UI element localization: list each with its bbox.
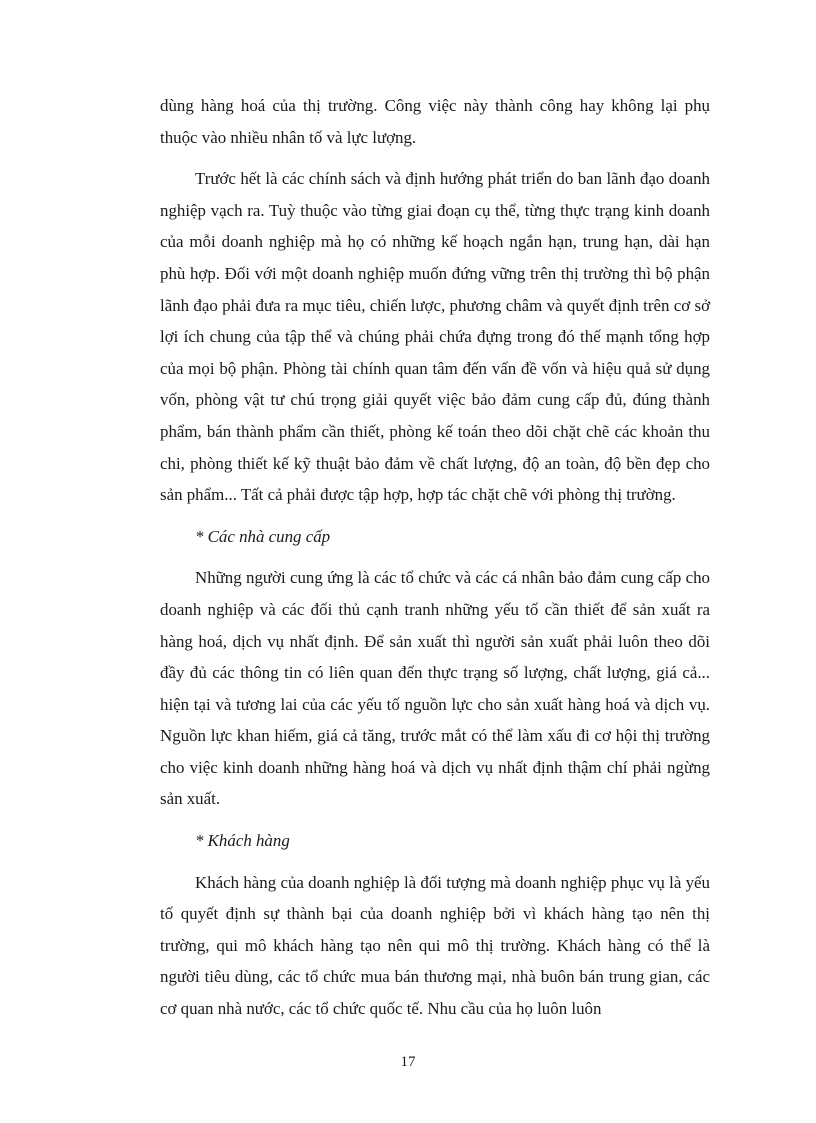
paragraph-leadership-policies: Trước hết là các chính sách và định hướng phát triển do ban lãnh đạo doanh nghiệp vạch ra. Tuỳ thuộc vào từng giai đoạn cụ thể, từng thực trạng kinh doanh của mỗi doanh nghiệp mà họ có những kế hoạch ngắn hạn, trung hạn, dài hạn phù hợp. Đối với một doanh nghiệp muốn đứng vững trên thị trường thì bộ phận lãnh đạo phải đưa ra mục tiêu, chiến lược, phương châm và quyết định trên cơ sở lợi ích chung của tập thể và chúng phải chứa đựng trong đó thế mạnh tổng hợp của mọi bộ phận. Phòng tài chính quan tâm đến vấn đề vốn và hiệu quả sử dụng vốn, phòng vật tư chú trọng giải quyết việc bảo đảm cung cấp đủ, đúng thành phẩm, bán thành phẩm cần thiết, phòng kế toán theo dõi chặt chẽ các khoản thu chi, phòng thiết kế kỹ thuật bảo đảm về chất lượng, độ an toàn, độ bền đẹp cho sản phẩm... Tất cả phải được tập hợp, hợp tác chặt chẽ với phòng thị trường. bbox=[160, 169, 710, 505]
paragraph-suppliers: Những người cung ứng là các tổ chức và các cá nhân bảo đảm cung cấp cho doanh nghiệp và các đối thủ cạnh tranh những yếu tố cần thiết để sản xuất ra hàng hoá, dịch vụ nhất định. Để sản xuất thì người sản xuất phải luôn theo dõi đầy đủ các thông tin có liên quan đến thực trạng số lượng, chất lượng, giá cả... hiện tại và tương lai của các yếu tố nguồn lực cho sản xuất hàng hoá và dịch vụ. Nguồn lực khan hiếm, giá cả tăng, trước mắt có thể làm xấu đi cơ hội thị trường cho việc kinh doanh những hàng hoá và dịch vụ nhất định thậm chí phải ngừng sản xuất. bbox=[160, 568, 710, 809]
paragraph-customers: Khách hàng của doanh nghiệp là đối tượng mà doanh nghiệp phục vụ là yếu tố quyết định sự thành bại của doanh nghiệp bởi vì khách hàng tạo nên thị trường, qui mô khách hàng tạo nên qui mô thị trường. Khách hàng có thể là người tiêu dùng, các tổ chức mua bán thương mại, nhà buôn bán trung gian, các cơ quan nhà nước, các tổ chức quốc tế. Nhu cầu của họ luôn luôn bbox=[160, 872, 710, 1019]
heading-suppliers: * Các nhà cung cấp bbox=[195, 526, 331, 546]
paragraph-continuation: dùng hàng hoá của thị trường. Công việc này thành công hay không lại phụ thuộc vào nhiều nhân tố và lực lượng. bbox=[160, 96, 710, 147]
page-number: 17 bbox=[400, 1054, 416, 1070]
heading-customers: * Khách hàng bbox=[195, 831, 290, 851]
body-text bbox=[160, 90, 710, 1025]
